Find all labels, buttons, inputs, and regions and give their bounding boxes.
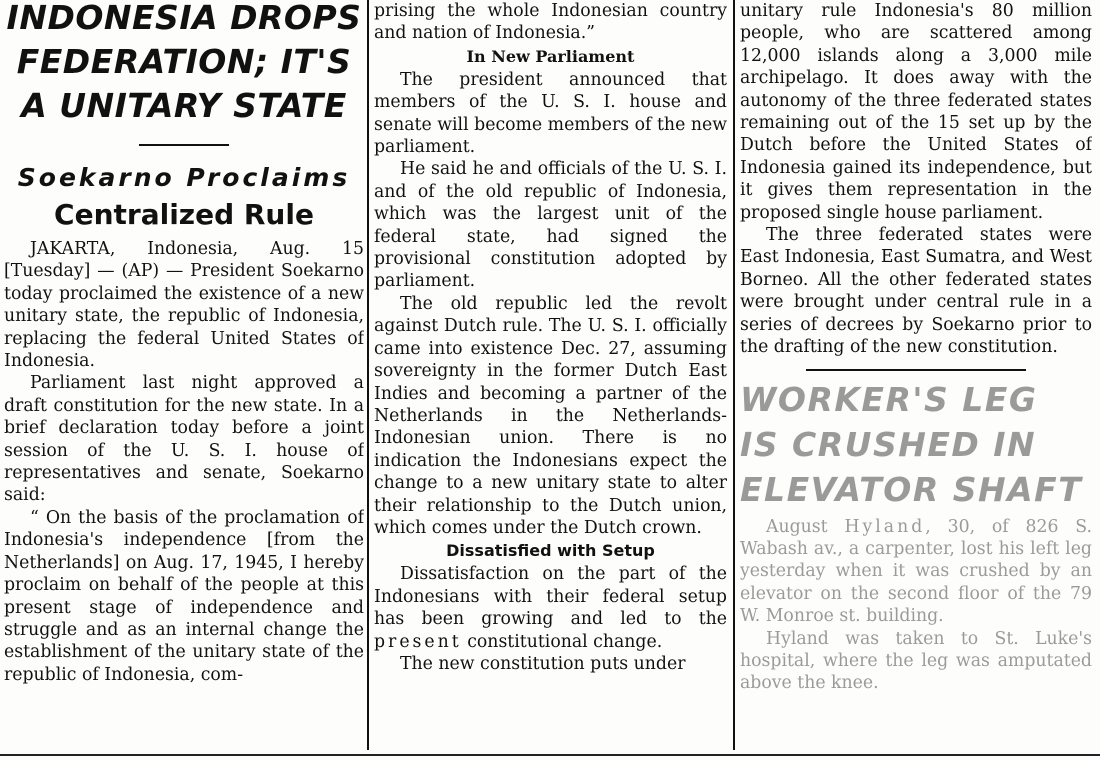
body-paragraph: Hyland was taken to St. Luke's hospital, where the leg was amputated above the knee. <box>740 628 1092 694</box>
body-paragraph: unitary rule Indonesia's 80 million people, who are scattered among 12,000 islands along a 3,000 mile archipelago. It does away with the autonomy of the three federated states remaining out of the 15 set up by the Dutch before the United States of Indonesia gained its independence, but it gives them representation in the proposed single house parliament. <box>740 1 1092 223</box>
subheadline-line-1: Soekarno Proclaims <box>17 163 351 192</box>
text-run: Hyland <box>844 516 926 537</box>
headline-line: INDONESIA DROPS <box>6 0 362 37</box>
column-1 <box>4 0 364 750</box>
headline-line: WORKER'S LEG <box>740 379 1038 419</box>
headline-line: ELEVATOR SHAFT <box>740 469 1083 509</box>
headline-line: FEDERATION; IT'S <box>16 42 352 81</box>
body-paragraph: Parliament last night approved a draft constitution for the new state. In a brief declaration today before a joint session of the U. S. I. house of representatives and senate, Soekarno said: <box>4 373 364 506</box>
body-paragraph: The president announced that members of the U. S. I. house and senate will become members of the new parliament. <box>374 69 727 158</box>
text-run: Dissatisfaction on the part of the Indonesians with their federal setup has been growing and led to the <box>374 564 727 630</box>
main-headline <box>4 0 364 128</box>
headline-line: IS CRUSHED IN <box>740 424 1037 464</box>
headline-line: A UNITARY STATE <box>21 86 347 125</box>
second-headline <box>740 377 1092 512</box>
section-subhead: In New Parliament <box>466 46 635 66</box>
body-paragraph: prising the whole Indonesian country and nation of Indonesia.” <box>374 1 727 44</box>
divider-rule <box>806 369 1026 371</box>
text-run: constitutional change. <box>461 631 663 652</box>
body-paragraph: The old republic led the revolt against Dutch rule. The U. S. I. officially came into existence Dec. 27, assuming sovereignty in the former Dutch East Indies and becoming a partner of the Netherlands in the Netherlands-Indonesian union. There is no indication the Indonesians expect the change to a new unitary state to alter their relationship to the Dutch union, which comes under the Dutch crown. <box>374 293 727 538</box>
body-paragraph <box>374 563 727 653</box>
section-subhead: Dissatisfied with Setup <box>446 541 655 561</box>
column-rule <box>367 0 369 750</box>
subheadline <box>4 160 364 234</box>
divider-rule <box>139 144 229 146</box>
bottom-rule <box>0 754 1100 756</box>
text-run: , 30, of 826 S. Wabash av., a carpenter, lost his left leg yesterday when it was crushed by an elevator on the second floor of the 79 W. Monroe st. building. <box>740 516 1092 627</box>
subheadline-line-2: Centralized Rule <box>54 198 314 231</box>
dateline-paragraph: JAKARTA, Indonesia, Aug. 15 [Tuesday] — (AP) — President Soekarno today proclaimed the existence of a new unitary state, the republic of Indonesia, replacing the federal United States of Indonesia. <box>4 239 364 372</box>
body-paragraph <box>740 516 1092 628</box>
column-3 <box>740 0 1092 750</box>
column-2 <box>374 0 727 750</box>
column-rule <box>733 0 735 750</box>
text-run: present <box>374 631 462 652</box>
body-paragraph: The three federated states were East Indonesia, East Sumatra, and West Borneo. All the other federated states were brought under central rule in a series of decrees by Soekarno prior to the drafting of the new constitution. <box>740 225 1092 358</box>
body-paragraph: He said he and officials of the U. S. I. and of the old republic of Indonesia, which was the largest unit of the federal state, had signed the provisional constitution adopted by parliament. <box>374 159 727 292</box>
text-run: August <box>766 516 845 537</box>
body-paragraph: The new constitution puts under <box>400 653 686 674</box>
quote-paragraph: “ On the basis of the proclamation of Indonesia's independence [from the Netherlands] on Aug. 17, 1945, I hereby proclaim on behalf of the people at this present stage of independence and struggle and as an internal change the establishment of the unitary state of the republic of Indonesia, com- <box>4 507 364 685</box>
